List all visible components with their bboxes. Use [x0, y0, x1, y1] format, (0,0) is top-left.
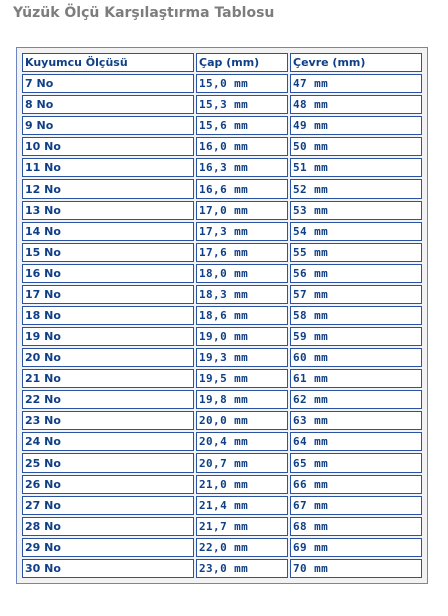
table-row [22, 306, 422, 325]
table-row [22, 222, 422, 241]
cell-circumference: 47 mm [290, 74, 422, 93]
cell-diameter: 18,3 mm [196, 285, 288, 304]
table-row [22, 137, 422, 156]
cell-jeweler-size: 13 No [22, 201, 194, 220]
cell-diameter: 21,4 mm [196, 496, 288, 515]
cell-jeweler-size: 11 No [22, 158, 194, 177]
cell-jeweler-size: 18 No [22, 306, 194, 325]
cell-circumference: 70 mm [290, 559, 422, 578]
cell-jeweler-size: 27 No [22, 496, 194, 515]
cell-diameter: 17,0 mm [196, 201, 288, 220]
table-row [22, 243, 422, 262]
table-row [22, 411, 422, 430]
cell-diameter: 20,0 mm [196, 411, 288, 430]
cell-circumference: 55 mm [290, 243, 422, 262]
cell-jeweler-size: 19 No [22, 327, 194, 346]
table-row [22, 95, 422, 114]
cell-diameter: 15,0 mm [196, 74, 288, 93]
table-row [22, 116, 422, 135]
cell-circumference: 69 mm [290, 538, 422, 557]
table-row [22, 496, 422, 515]
cell-circumference: 54 mm [290, 222, 422, 241]
cell-circumference: 49 mm [290, 116, 422, 135]
table-row [22, 285, 422, 304]
header-circumference: Çevre (mm) [290, 53, 422, 72]
cell-diameter: 22,0 mm [196, 538, 288, 557]
cell-circumference: 52 mm [290, 179, 422, 198]
cell-diameter: 15,6 mm [196, 116, 288, 135]
cell-jeweler-size: 8 No [22, 95, 194, 114]
cell-circumference: 59 mm [290, 327, 422, 346]
cell-jeweler-size: 23 No [22, 411, 194, 430]
cell-circumference: 67 mm [290, 496, 422, 515]
cell-circumference: 68 mm [290, 517, 422, 536]
table-row [22, 390, 422, 409]
cell-circumference: 53 mm [290, 201, 422, 220]
ring-size-table-frame [16, 47, 428, 584]
cell-circumference: 60 mm [290, 348, 422, 367]
cell-circumference: 64 mm [290, 432, 422, 451]
table-row [22, 348, 422, 367]
table-row [22, 432, 422, 451]
cell-circumference: 63 mm [290, 411, 422, 430]
cell-diameter: 16,0 mm [196, 137, 288, 156]
cell-jeweler-size: 25 No [22, 453, 194, 472]
table-row [22, 475, 422, 494]
header-diameter: Çap (mm) [196, 53, 288, 72]
table-row [22, 179, 422, 198]
cell-jeweler-size: 7 No [22, 74, 194, 93]
table-row [22, 201, 422, 220]
cell-jeweler-size: 16 No [22, 264, 194, 283]
cell-jeweler-size: 24 No [22, 432, 194, 451]
cell-circumference: 48 mm [290, 95, 422, 114]
cell-circumference: 51 mm [290, 158, 422, 177]
cell-jeweler-size: 30 No [22, 559, 194, 578]
table-row [22, 538, 422, 557]
cell-jeweler-size: 9 No [22, 116, 194, 135]
cell-circumference: 57 mm [290, 285, 422, 304]
cell-jeweler-size: 26 No [22, 475, 194, 494]
table-row [22, 74, 422, 93]
table-row [22, 158, 422, 177]
cell-diameter: 20,4 mm [196, 432, 288, 451]
cell-diameter: 21,0 mm [196, 475, 288, 494]
cell-jeweler-size: 22 No [22, 390, 194, 409]
cell-circumference: 65 mm [290, 453, 422, 472]
cell-jeweler-size: 21 No [22, 369, 194, 388]
cell-diameter: 20,7 mm [196, 453, 288, 472]
cell-diameter: 19,8 mm [196, 390, 288, 409]
cell-circumference: 62 mm [290, 390, 422, 409]
table-row [22, 327, 422, 346]
cell-diameter: 18,0 mm [196, 264, 288, 283]
table-row [22, 264, 422, 283]
cell-jeweler-size: 10 No [22, 137, 194, 156]
header-jeweler-size: Kuyumcu Ölçüsü [22, 53, 194, 72]
cell-jeweler-size: 20 No [22, 348, 194, 367]
cell-diameter: 15,3 mm [196, 95, 288, 114]
cell-diameter: 21,7 mm [196, 517, 288, 536]
cell-circumference: 56 mm [290, 264, 422, 283]
cell-jeweler-size: 12 No [22, 179, 194, 198]
cell-jeweler-size: 29 No [22, 538, 194, 557]
cell-jeweler-size: 28 No [22, 517, 194, 536]
table-row [22, 369, 422, 388]
cell-diameter: 17,6 mm [196, 243, 288, 262]
cell-diameter: 19,3 mm [196, 348, 288, 367]
cell-diameter: 23,0 mm [196, 559, 288, 578]
cell-jeweler-size: 17 No [22, 285, 194, 304]
ring-size-table [20, 51, 424, 580]
page-title: Yüzük Ölçü Karşılaştırma Tablosu [13, 5, 275, 21]
cell-diameter: 19,5 mm [196, 369, 288, 388]
table-row [22, 517, 422, 536]
table-header-row [22, 53, 422, 72]
cell-circumference: 58 mm [290, 306, 422, 325]
table-row [22, 559, 422, 578]
table-row [22, 453, 422, 472]
cell-circumference: 66 mm [290, 475, 422, 494]
cell-jeweler-size: 15 No [22, 243, 194, 262]
cell-diameter: 16,3 mm [196, 158, 288, 177]
cell-jeweler-size: 14 No [22, 222, 194, 241]
cell-diameter: 17,3 mm [196, 222, 288, 241]
cell-diameter: 16,6 mm [196, 179, 288, 198]
cell-circumference: 61 mm [290, 369, 422, 388]
cell-circumference: 50 mm [290, 137, 422, 156]
table-body [22, 53, 422, 578]
cell-diameter: 18,6 mm [196, 306, 288, 325]
cell-diameter: 19,0 mm [196, 327, 288, 346]
